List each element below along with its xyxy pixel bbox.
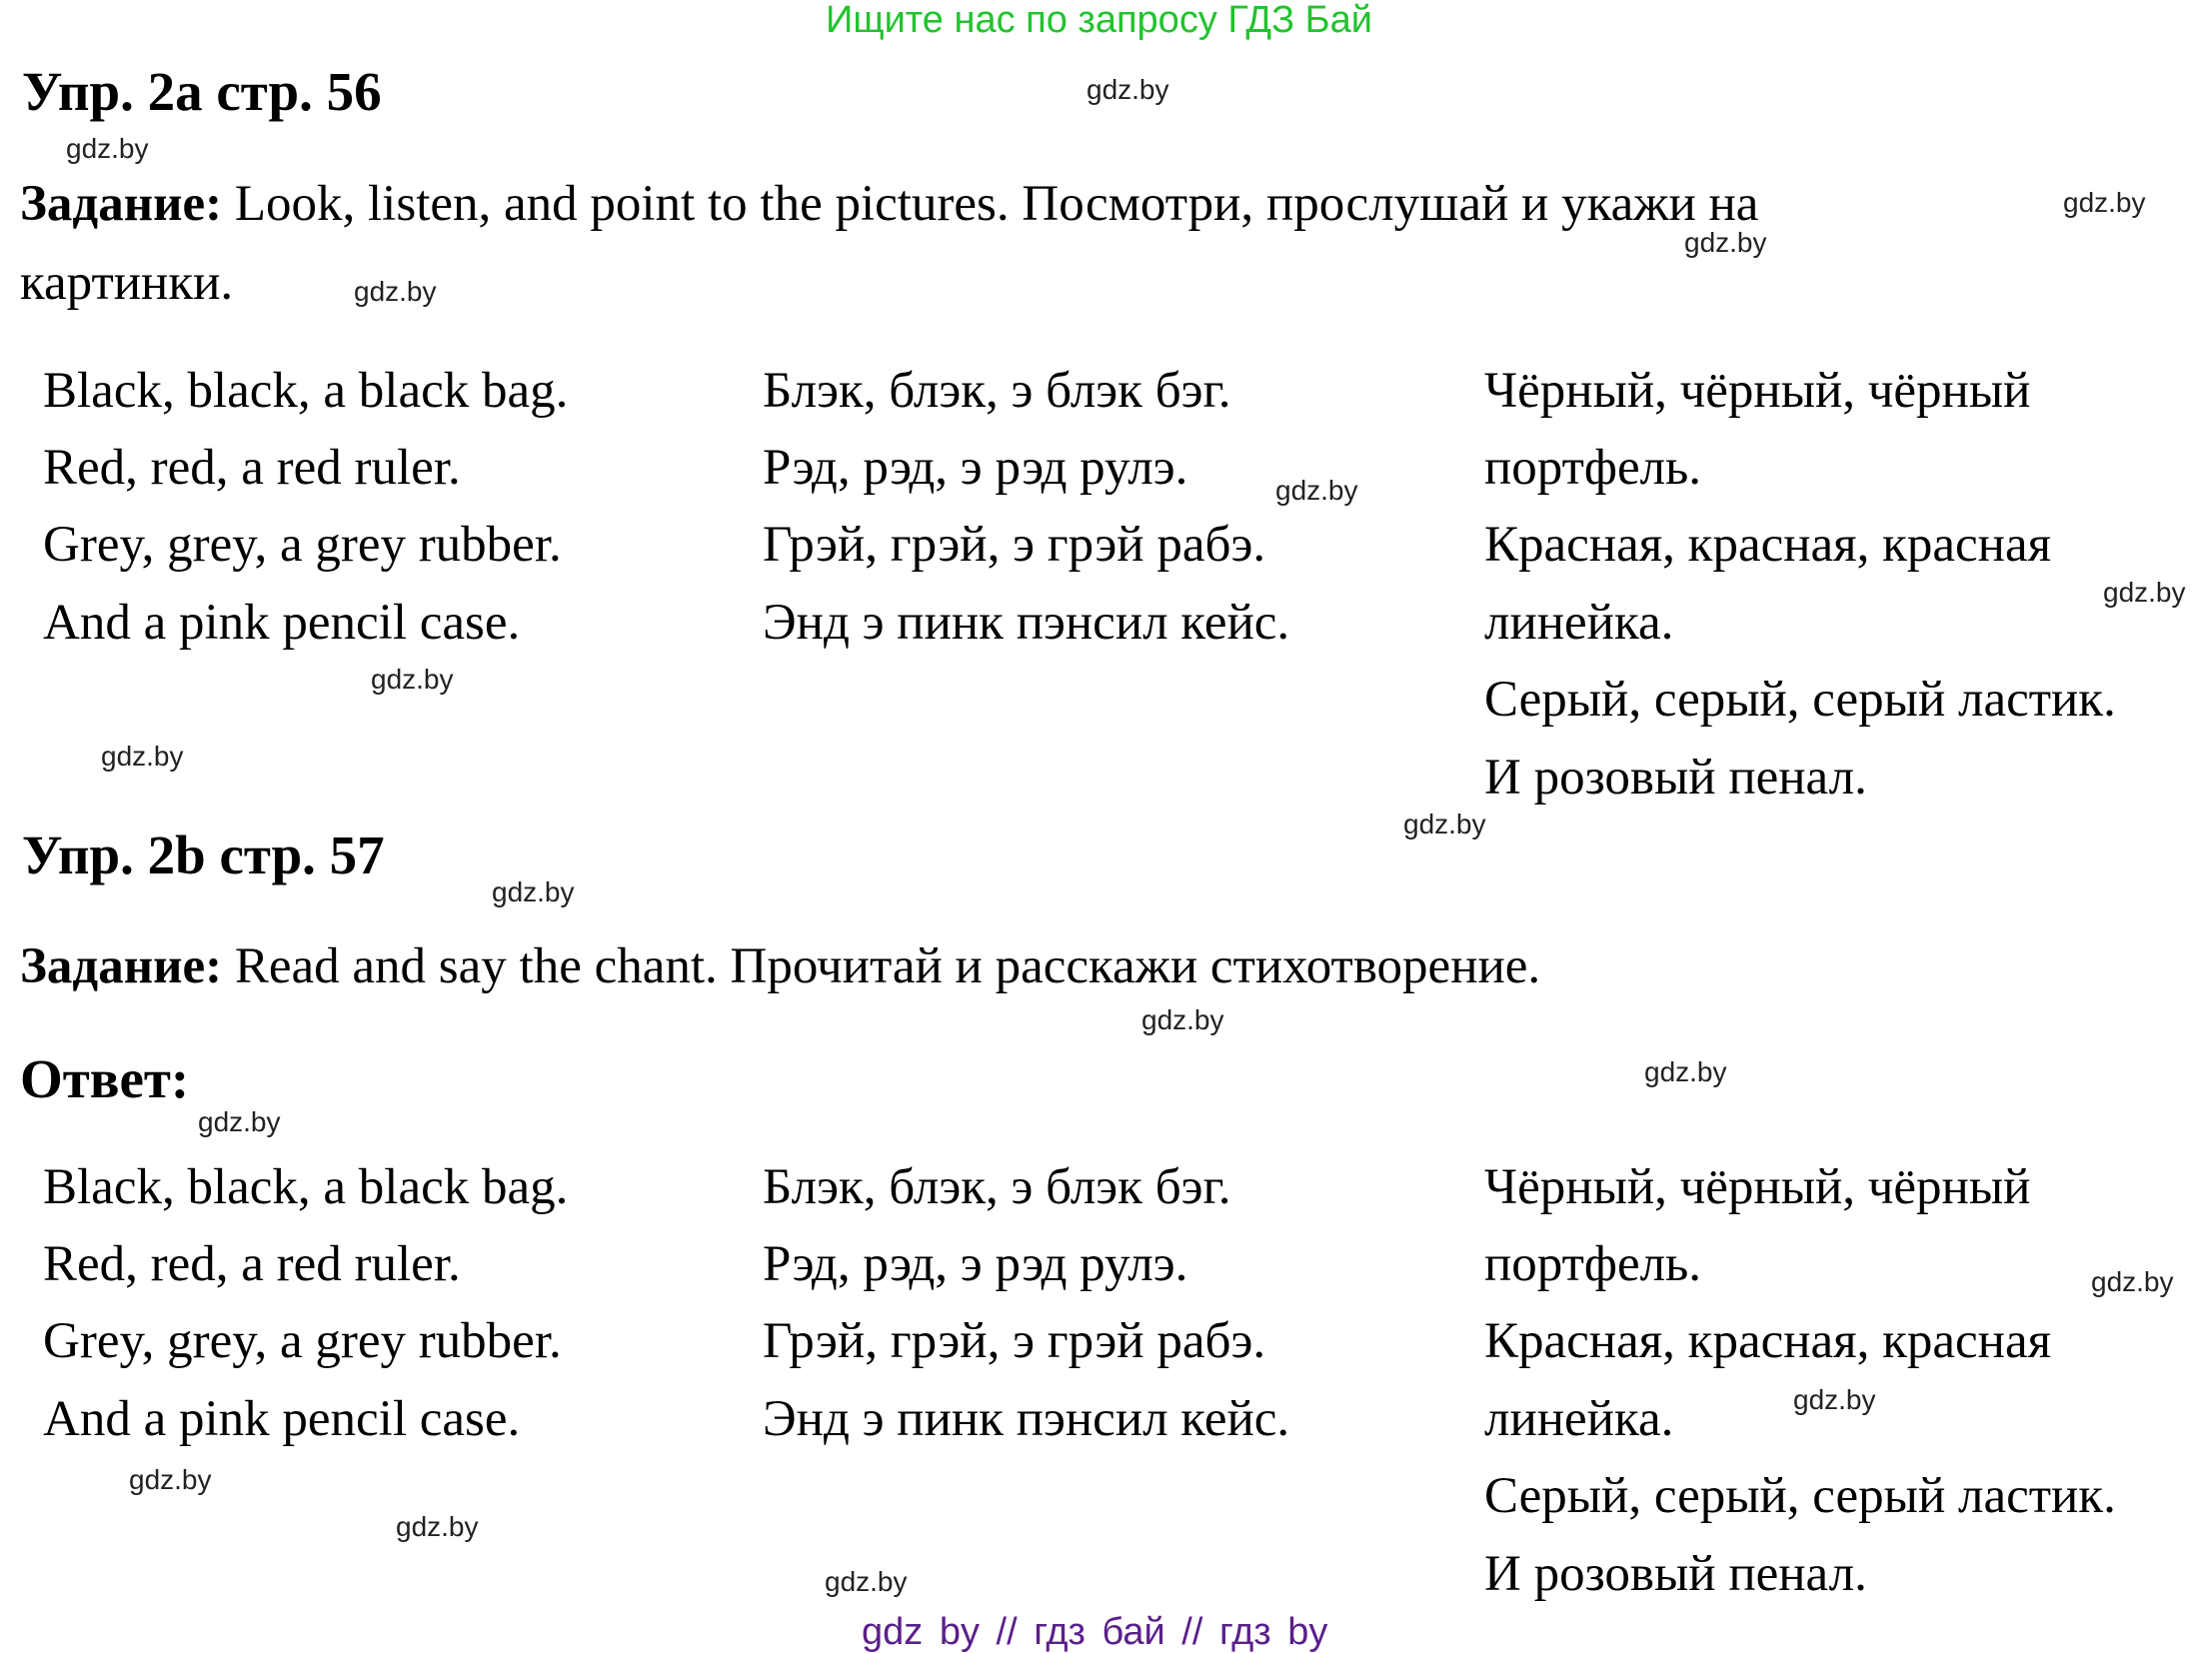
translation-line: Серый, серый, серый ластик. bbox=[1484, 1468, 2116, 1524]
transcription-line: Рэд, рэд, э рэд рулэ. bbox=[763, 1236, 1188, 1292]
watermark: gdz.by bbox=[2063, 187, 2146, 218]
watermark: gdz.by bbox=[66, 133, 149, 164]
watermark: gdz.by bbox=[129, 1464, 212, 1495]
exercise-2a-heading: Упр. 2а стр. 56 bbox=[22, 61, 382, 122]
watermark: gdz.by bbox=[354, 276, 437, 307]
english-line: And a pink pencil case. bbox=[43, 595, 521, 651]
transcription-line: Энд э пинк пэнсил кейс. bbox=[763, 595, 1290, 651]
task-text: Look, listen, and point to the pictures. Посмотри, прослушай и укажи на bbox=[222, 176, 1759, 232]
watermark: gdz.by bbox=[198, 1106, 281, 1137]
exercise-2a-task-continued: картинки. bbox=[20, 255, 234, 311]
exercise-2a-task bbox=[20, 175, 1758, 233]
translation-line: Серый, серый, серый ластик. bbox=[1484, 672, 2116, 728]
watermark: gdz.by bbox=[2103, 577, 2186, 608]
watermark: gdz.by bbox=[1141, 1004, 1224, 1035]
watermark: gdz.by bbox=[1684, 227, 1767, 258]
transcription-line: Энд э пинк пэнсил кейс. bbox=[763, 1391, 1290, 1447]
watermark: gdz.by bbox=[371, 664, 454, 695]
task-label: Задание: bbox=[20, 938, 223, 994]
translation-line: портфель. bbox=[1484, 1236, 1702, 1292]
exercise-2b-task bbox=[20, 937, 1540, 995]
watermark: gdz.by bbox=[1087, 74, 1169, 105]
translation-line: Красная, красная, красная bbox=[1484, 517, 2052, 573]
translation-line: Чёрный, чёрный, чёрный bbox=[1484, 1159, 2031, 1215]
english-line: Grey, grey, a grey rubber. bbox=[43, 1313, 562, 1369]
english-line: Red, red, a red ruler. bbox=[43, 440, 461, 496]
watermark: gdz.by bbox=[101, 741, 184, 772]
task-label: Задание: bbox=[20, 176, 223, 232]
watermark: gdz.by bbox=[2091, 1266, 2174, 1297]
watermark: gdz.by bbox=[1403, 809, 1486, 839]
watermark: gdz.by bbox=[825, 1566, 908, 1597]
english-line: And a pink pencil case. bbox=[43, 1391, 521, 1447]
english-line: Red, red, a red ruler. bbox=[43, 1236, 461, 1292]
transcription-line: Рэд, рэд, э рэд рулэ. bbox=[763, 440, 1188, 496]
watermark: gdz.by bbox=[1793, 1384, 1876, 1415]
watermark: gdz.by bbox=[492, 876, 575, 907]
translation-line: портфель. bbox=[1484, 440, 1702, 496]
translation-line: Чёрный, чёрный, чёрный bbox=[1484, 363, 2031, 419]
footer-links: gdz by // гдз бай // гдз by bbox=[862, 1611, 1328, 1653]
exercise-2b-heading: Упр. 2b стр. 57 bbox=[22, 825, 385, 885]
translation-line: И розовый пенал. bbox=[1484, 750, 1867, 806]
search-banner: Ищите нас по запросу ГДЗ Бай bbox=[826, 0, 1372, 41]
english-line: Black, black, a black bag. bbox=[43, 363, 569, 419]
translation-line: Красная, красная, красная bbox=[1484, 1313, 2052, 1369]
transcription-line: Грэй, грэй, э грэй рабэ. bbox=[763, 517, 1266, 573]
translation-line: линейка. bbox=[1484, 1391, 1674, 1447]
english-line: Black, black, a black bag. bbox=[43, 1159, 569, 1215]
watermark: gdz.by bbox=[1275, 475, 1358, 506]
task-text: Read and say the chant. Прочитай и расскажи стихотворение. bbox=[222, 938, 1541, 994]
translation-line: линейка. bbox=[1484, 595, 1674, 651]
transcription-line: Блэк, блэк, э блэк бэг. bbox=[763, 363, 1231, 419]
watermark: gdz.by bbox=[1644, 1056, 1727, 1087]
transcription-line: Грэй, грэй, э грэй рабэ. bbox=[763, 1313, 1266, 1369]
transcription-line: Блэк, блэк, э блэк бэг. bbox=[763, 1159, 1231, 1215]
answer-label: Ответ: bbox=[20, 1048, 190, 1109]
translation-line: И розовый пенал. bbox=[1484, 1546, 1867, 1602]
english-line: Grey, grey, a grey rubber. bbox=[43, 517, 562, 573]
watermark: gdz.by bbox=[396, 1511, 479, 1542]
